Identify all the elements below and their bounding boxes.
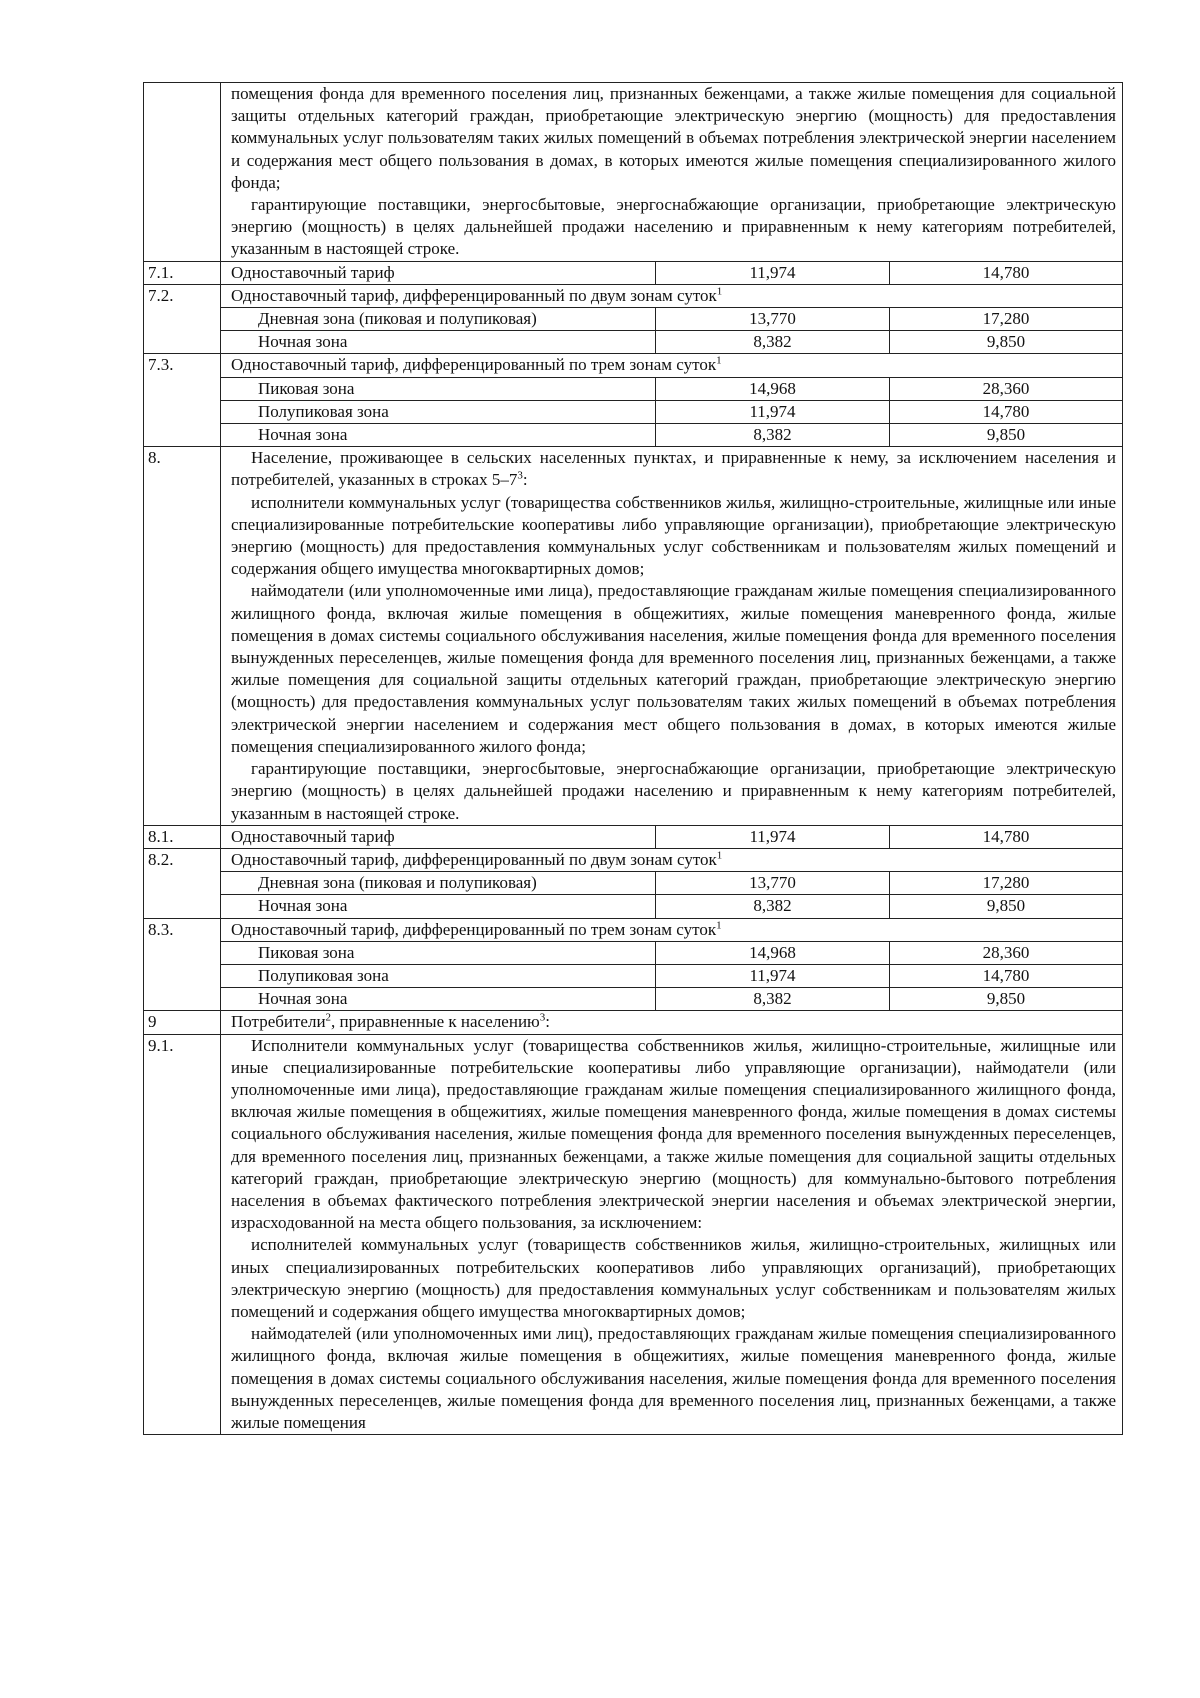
row-number — [144, 308, 221, 331]
zone-label: Полупиковая зона — [221, 400, 656, 423]
value-col-2: 14,780 — [890, 825, 1123, 848]
value-col-1: 13,770 — [656, 308, 890, 331]
table-row-7-3-semi — [144, 400, 1123, 423]
table-row-8-2 — [144, 848, 1123, 871]
row-label — [221, 354, 1123, 377]
value-col-1: 8,382 — [656, 988, 890, 1011]
paragraph: гарантирующие поставщики, энергосбытовые, энергоснабжающие организации, приобретающие электрическую энергию (мощность) в целях дальнейшей продажи населению и приравненным к нему категориям потребителей, указанным в настоящей строке. — [231, 759, 1116, 823]
row-number: 7.3. — [144, 354, 221, 377]
zone-label: Пиковая зона — [221, 377, 656, 400]
value-col-2: 14,780 — [890, 964, 1123, 987]
row-number: 9 — [144, 1011, 221, 1034]
value-col-2: 28,360 — [890, 377, 1123, 400]
value-col-1: 11,974 — [656, 400, 890, 423]
value-col-2: 28,360 — [890, 941, 1123, 964]
table-row-8-1 — [144, 825, 1123, 848]
row-number — [144, 424, 221, 447]
value-col-1: 11,974 — [656, 964, 890, 987]
zone-label: Ночная зона — [221, 331, 656, 354]
value-col-1: 14,968 — [656, 941, 890, 964]
table-row-9-1 — [144, 1034, 1123, 1435]
paragraph: Исполнители коммунальных услуг (товарищества собственников жилья, жилищно-строительные, жилищные или иные специализированные потребительские кооперативы либо управляющие организации), наймодатели (или уполномоченные ими лица), предоставляющие гражданам жилые помещения специализированного жилищного фонда, включая жилые помещения в общежитиях, жилые помещения маневренного фонда, жилые помещения в домах системы социального обслуживания населения, жилые помещения фонда для временного поселения вынужденных переселенцев, для временного поселения лиц, признанных беженцами, а также жилые помещения для социальной защиты отдельных категорий граждан, приобретающие электрическую энергию (мощность) для коммунально-бытового потребления населения в объемах фактического потребления электрической энергии населения и объемах электрической энергии, израсходованной на места общего пользования, за исключением: — [231, 1035, 1116, 1233]
row-label — [221, 918, 1123, 941]
value-col-1: 14,968 — [656, 377, 890, 400]
row-number — [144, 377, 221, 400]
row-label: Одноставочный тариф — [221, 825, 656, 848]
row-number: 8.1. — [144, 825, 221, 848]
value-col-2: 9,850 — [890, 331, 1123, 354]
value-col-2: 9,850 — [890, 988, 1123, 1011]
row-label-text: Одноставочный тариф, дифференцированный по трем зонам суток — [231, 355, 717, 375]
footnote-mark: 1 — [716, 849, 723, 862]
value-col-1: 8,382 — [656, 331, 890, 354]
row-number: 8.2. — [144, 848, 221, 871]
value-col-2: 17,280 — [890, 308, 1123, 331]
paragraph: наймодателей (или уполномоченных ими лиц), предоставляющих гражданам жилые помещения специализированного жилищного фонда, включая жилые помещения в общежитиях, жилые помещения маневренного фонда, жилые помещения в домах системы социального обслуживания населения, жилые помещения фонда для временного поселения вынужденных переселенцев, жилые помещения фонда для временного поселения лиц, признанных беженцами, а также жилые помещения — [231, 1324, 1116, 1432]
zone-label: Ночная зона — [221, 895, 656, 918]
footnote-mark: 1 — [716, 354, 722, 367]
row-label-text: : — [545, 1012, 550, 1032]
row-label-text: Потребители — [231, 1012, 326, 1032]
value-col-2: 14,780 — [890, 261, 1123, 284]
row-description — [221, 447, 1123, 825]
table-row-8-3-night — [144, 988, 1123, 1011]
table-row-8-3-semi — [144, 964, 1123, 987]
table-row-7-3 — [144, 354, 1123, 377]
paragraph: исполнителей коммунальных услуг (товариществ собственников жилья, жилищно-строительных, жилищных или иных специализированных потребительских кооперативов либо управляющих организаций), приобретающих электрическую энергию (мощность) для предоставления коммунальных услуг собственникам и пользователям жилых помещений и содержания общего имущества многоквартирных домов; — [231, 1235, 1116, 1321]
table-row-7-text — [144, 83, 1123, 262]
value-col-1: 11,974 — [656, 825, 890, 848]
value-col-1: 8,382 — [656, 895, 890, 918]
row-number — [144, 895, 221, 918]
row-number — [144, 872, 221, 895]
row-label — [221, 848, 1123, 871]
zone-label: Полупиковая зона — [221, 964, 656, 987]
table-row-8-3-peak — [144, 941, 1123, 964]
row-label-text: Одноставочный тариф, дифференцированный по двум зонам суток — [231, 849, 717, 869]
tariff-document-page — [143, 82, 1122, 1435]
zone-label: Пиковая зона — [221, 941, 656, 964]
table-row-9 — [144, 1011, 1123, 1034]
row-label — [221, 1011, 1123, 1034]
paragraph: гарантирующие поставщики, энергосбытовые, энергоснабжающие организации, приобретающие электрическую энергию (мощность) в целях дальнейшей продажи населению и приравненным к нему категориям потребителей, указанным в настоящей строке. — [231, 195, 1116, 259]
row-number — [144, 83, 221, 262]
table-row-8-text — [144, 447, 1123, 825]
tariff-table — [143, 82, 1123, 1435]
paragraph: помещения фонда для временного поселения лиц, признанных беженцами, а также жилые помещения для социальной защиты отдельных категорий граждан, приобретающие электрическую энергию (мощность) для предоставления коммунальных услуг пользователям таких жилых помещений в объемах потребления электрической энергии населением и содержания мест общего пользования в домах, в которых имеются жилые помещения специализированного жилого фонда; — [231, 84, 1116, 192]
footnote-mark: 3 — [517, 469, 523, 482]
row-label-text: Одноставочный тариф, дифференцированный по трем зонам суток — [231, 919, 717, 939]
row-number: 8. — [144, 447, 221, 825]
paragraph: наймодатели (или уполномоченные ими лица), предоставляющие гражданам жилые помещения специализированного жилищного фонда, включая жилые помещения в общежитиях, жилые помещения маневренного фонда, жилые помещения в домах системы социального обслуживания населения, жилые помещения фонда для временного поселения вынужденных переселенцев, жилые помещения фонда для временного поселения лиц, признанных беженцами, а также жилые помещения для социальной защиты отдельных категорий граждан, приобретающие электрическую энергию (мощность) для предоставления коммунальных услуг пользователям таких жилых помещений в объемах потребления электрической энергии населением и содержания мест общего пользования в домах, в которых имеются жилые помещения специализированного жилого фонда; — [231, 581, 1116, 756]
row-label-text: Одноставочный тариф, дифференцированный по двум зонам суток — [231, 285, 717, 305]
zone-label: Дневная зона (пиковая и полупиковая) — [221, 308, 656, 331]
table-row-8-2-day — [144, 872, 1123, 895]
row-label-text: , приравненные к населению — [331, 1012, 540, 1032]
value-col-1: 11,974 — [656, 261, 890, 284]
value-col-2: 9,850 — [890, 895, 1123, 918]
table-row-7-3-peak — [144, 377, 1123, 400]
table-row-8-3 — [144, 918, 1123, 941]
row-number — [144, 988, 221, 1011]
value-col-1: 13,770 — [656, 872, 890, 895]
table-row-7-3-night — [144, 424, 1123, 447]
footnote-mark: 1 — [716, 918, 722, 931]
table-row-7-2-night — [144, 331, 1123, 354]
table-row-7-2-day — [144, 308, 1123, 331]
footnote-mark: 2 — [325, 1011, 332, 1024]
table-row-7-2 — [144, 284, 1123, 307]
zone-label: Ночная зона — [221, 988, 656, 1011]
row-number: 7.1. — [144, 261, 221, 284]
footnote-mark: 3 — [539, 1011, 546, 1024]
row-description — [221, 83, 1123, 262]
row-label: Одноставочный тариф — [221, 261, 656, 284]
table-row-7-1 — [144, 261, 1123, 284]
paragraph: исполнители коммунальных услуг (товарищества собственников жилья, жилищно-строительные, жилищные или иные специализированные потребительские кооперативы либо управляющие организации), приобретающие электрическую энергию (мощность) для предоставления коммунальных услуг собственникам и пользователям жилых помещений и содержания общего имущества многоквартирных домов; — [231, 492, 1116, 579]
zone-label: Дневная зона (пиковая и полупиковая) — [221, 872, 656, 895]
value-col-2: 9,850 — [890, 424, 1123, 447]
zone-label: Ночная зона — [221, 424, 656, 447]
row-number — [144, 331, 221, 354]
row-number: 7.2. — [144, 284, 221, 307]
row-number — [144, 400, 221, 423]
table-row-8-2-night — [144, 895, 1123, 918]
footnote-mark: 1 — [716, 285, 723, 298]
value-col-2: 14,780 — [890, 400, 1123, 423]
paragraph — [231, 447, 1116, 491]
row-label — [221, 284, 1123, 307]
row-description — [221, 1034, 1123, 1435]
row-number: 8.3. — [144, 918, 221, 941]
row-number — [144, 941, 221, 964]
intro-text: Население, проживающее в сельских населенных пунктах, и приравненные к нему, за исключением населения и потребителей, указанных в строках 5–7 — [231, 448, 1116, 490]
intro-tail: : — [522, 470, 528, 490]
value-col-2: 17,280 — [890, 872, 1123, 895]
row-number — [144, 964, 221, 987]
value-col-1: 8,382 — [656, 424, 890, 447]
row-number: 9.1. — [144, 1034, 221, 1435]
